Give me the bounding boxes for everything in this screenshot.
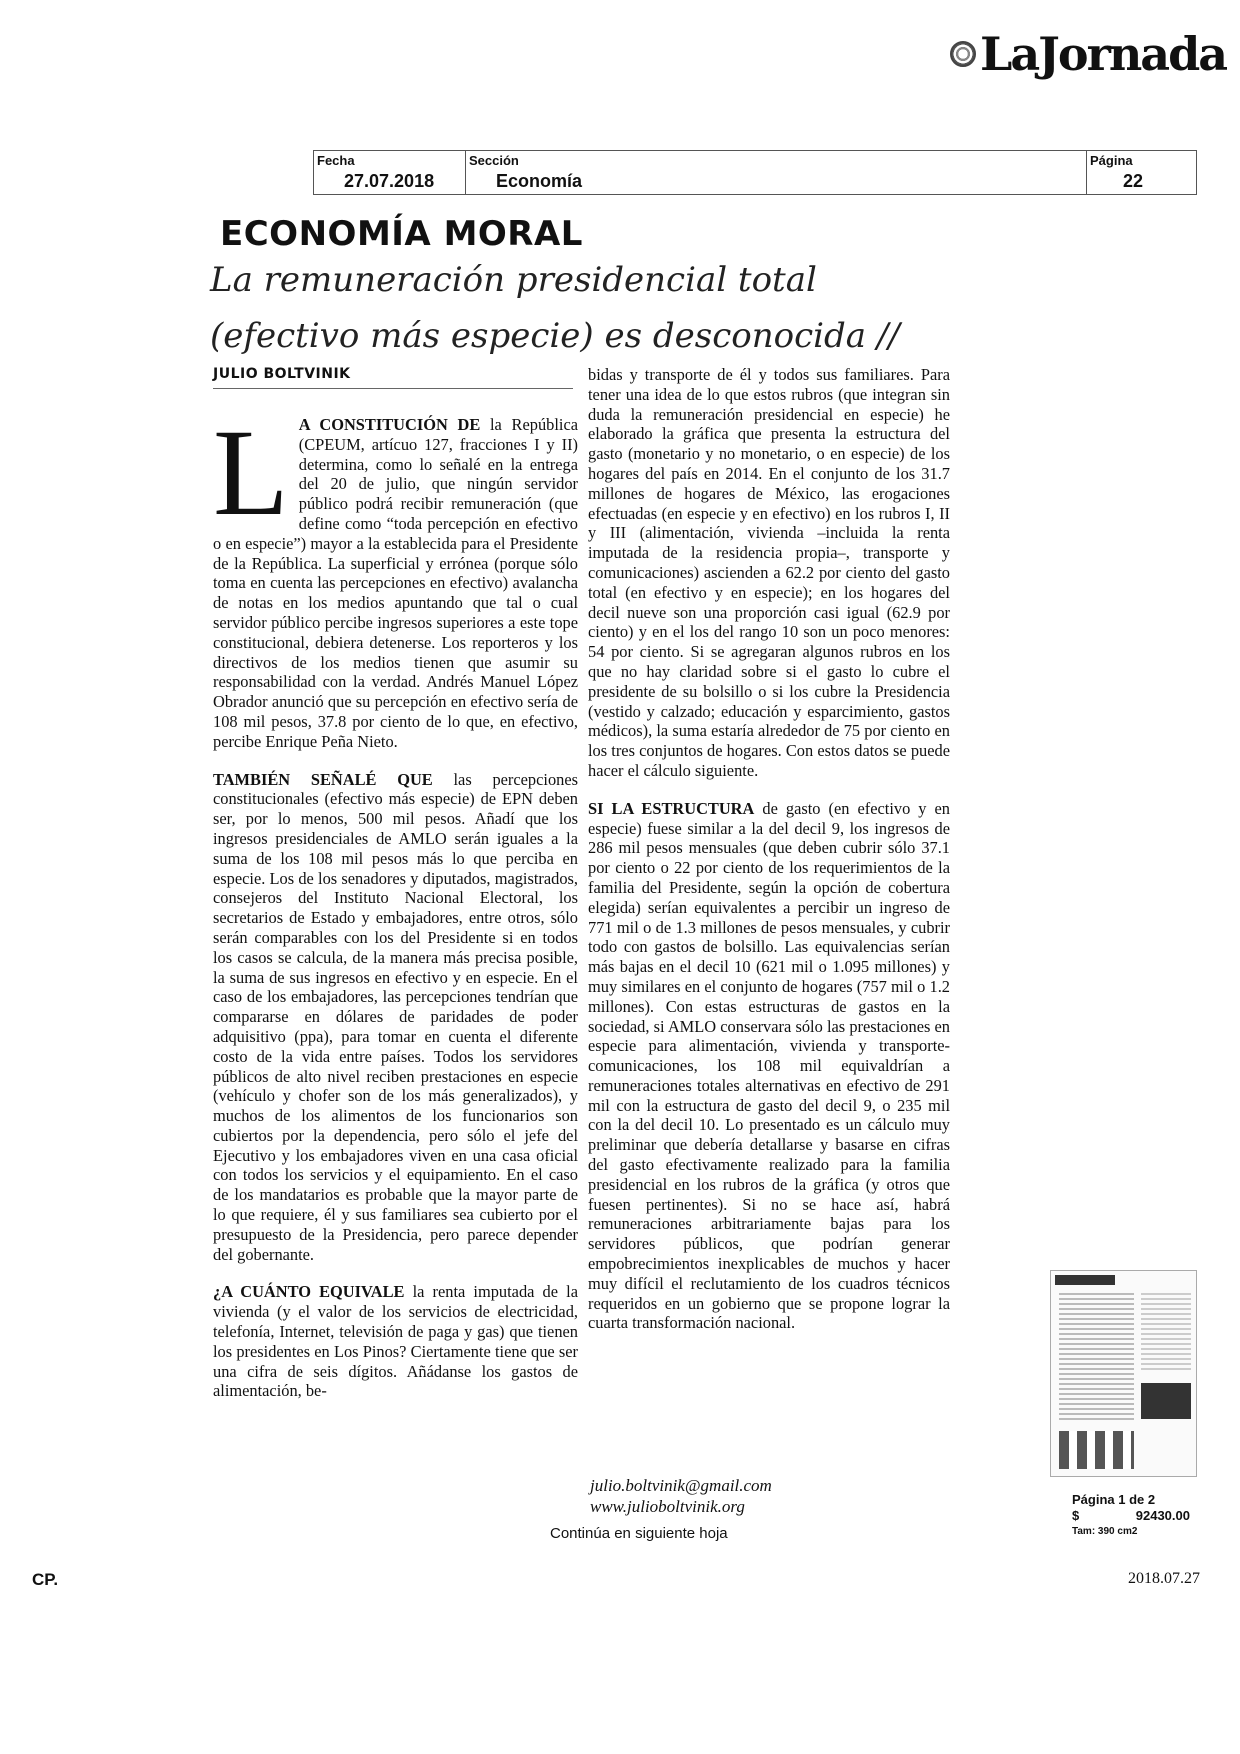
section-kicker: ECONOMÍA MORAL xyxy=(220,214,583,254)
continues-note: Continúa en siguiente hoja xyxy=(550,1525,728,1542)
fecha-cell xyxy=(314,151,466,194)
pagina-cell xyxy=(1087,151,1196,194)
date-stamp: 2018.07.27 xyxy=(1128,1570,1200,1587)
newspaper-logo xyxy=(950,26,1226,82)
paragraph-text: la República (CPEUM, artícuo 127, fracciones I y II) determina, como lo señalé en la entrega del 20 de julio, que ningún servidor público podrá recibir remuneración (que define como “toda percepción en efectivo o en especie”) mayor a la establecida para el Presidente de la República. La superficial y errónea (porque sólo toma en cuenta las percepciones en efectivo) avalancha de notas en los medios apuntando que tal o cual servidor público percibe ingresos superiores a este tope constitucional, debiera detenerse. Los reporteros y los directivos de los medios tienen que asumir su responsabilidad con la verdad. Andrés Manuel López Obrador anunció que su percepción en efectivo sería de 108 mil pesos, 37.8 por ciento de lo que, en efectivo, percibe Enrique Peña Nieto. xyxy=(213,415,578,751)
paragraph-text: las percepciones constitucionales (efectivo más especie) de EPN deben ser, por lo menos, 500 mil pesos. Añadí que los ingresos presidenciales de AMLO serán iguales a la suma de los 108 mil pesos más lo que perciba en especie. Los de los senadores y diputados, magistrados, consejeros del Instituto Nacional Electoral, los secretarios de Estado y embajadores, entre otros, sólo serán comparables con los del Presidente si en todos los casos se calcula, de la manera más precisa posible, la suma de sus ingresos en efectivo y en especie. En el caso de los embajadores, las percepciones tendrían que compararse en dólares de paridades de poder adquisitivo (ppa), para tomar en cuenta el diferente costo de la vida entre países. Todos los servidores públicos de alto nivel reciben prestaciones en especie (vehículo y chofer son de los más generalizados), y muchos de los alimentos de los funcionarios son cubiertos por la dependencia, pero sólo el jefe del Ejecutivo y los embajadores viven en una casa oficial con todos los servicios y el equipamiento. En el caso de los mandatarios es probable que la mayor parte de lo que requiere, él y sus familiares sea cubierto por el presupuesto de la Presidencia, pero parece depender del gobernante. xyxy=(213,769,579,1264)
drop-cap: L xyxy=(213,404,289,541)
author-email[interactable]: julio.boltvinik@gmail.com xyxy=(590,1476,772,1495)
article-column-1 xyxy=(213,404,579,1419)
thumbnail-side-text xyxy=(1141,1293,1191,1373)
price-row xyxy=(1072,1508,1190,1524)
pagina-value: 22 xyxy=(1123,171,1144,191)
pagina-label: Página xyxy=(1090,153,1133,168)
paragraph xyxy=(213,1282,578,1401)
paragraph xyxy=(213,770,578,1265)
page-count: Página 1 de 2 xyxy=(1072,1492,1156,1507)
paragraph-lead: A CONSTITUCIÓN DE xyxy=(298,415,481,434)
seccion-cell xyxy=(466,151,1087,194)
paragraph-lead: ¿A CUÁNTO EQUIVALE xyxy=(213,1282,405,1302)
fecha-value: 27.07.2018 xyxy=(344,171,435,191)
seccion-label: Sección xyxy=(469,153,519,168)
paragraph-text: de gasto (en efectivo y en especie) fuese similar a la del decil 9, los ingresos de 286 mil pesos mensuales (que deben cubrir sólo 37.1 por ciento o 22 por ciento de los requerimientos de la familia del Presidente, según la opción de cobertura elegida) serían equivalentes a percibir un ingreso de 771 mil o de 1.3 millones de pesos mensuales, y cubrir todo con gastos de bolsillo. Las equivalencias serían más bajas en el decil 10 (621 mil o 1.095 millones) y muy similares en el conjunto de hogares (757 mil o 1.2 millones). Con estas estructuras de gastos en la sociedad, si AMLO conservara sólo las prestaciones en especie para alimentación, vivienda y transporte-comunicaciones, los 108 mil equivaldrían a remuneraciones totales alternativas en efectivo de 291 mil con la estructura de gasto del decil 9, o 235 mil con la del decil 10. Lo presentado es un cálculo muy preliminar que debería detallarse y basarse en cifras del gasto efectivamente realizado para la familia presidencial en los rubros de la gráfica (y otros que fuesen pertinentes). Si no se hace así, habrá remuneraciones arbitrariamente bajas para los servidores públicos, que podrían generar empobrecimientos inexplicables de muchos y hacer muy difícil el reclutamiento de los cuadros técnicos requeridos en un gobierno que se propone lograr la cuarta transformación nacional. xyxy=(588,798,950,1333)
paragraph xyxy=(588,799,950,1334)
author-website[interactable]: www.julioboltvinik.org xyxy=(590,1497,745,1516)
size-value: Tam: 390 cm2 xyxy=(1072,1526,1138,1537)
paragraph xyxy=(213,404,578,752)
cp-mark: CP. xyxy=(32,1570,59,1589)
article-author: JULIO BOLTVINIK xyxy=(213,366,351,382)
paragraph-text: la renta imputada de la vivienda (y el valor de los servicios de electricidad, telefonía, Internet, televisión de paga y gas) que tienen los presidentes en Los Pinos? Ciertamente tiene que ser una cifra de seis dígitos. Añádanse los gastos de alimentación, be- xyxy=(213,1282,578,1401)
paragraph-text: bidas y transporte de él y todos sus familiares. Para tener una idea de lo que estos rubros (que integran sin duda la remuneración presidencial en especie) he elaborado la gráfica que presenta la estructura del gasto (monetario y no monetario, o en especie) de los hogares del país en 2014. En el conjunto de los 31.7 millones de hogares de México, las erogaciones efectuadas (en especie y en efectivo) en los rubros I, II y III (alimentación, vivienda –incluida la renta imputada de la residencia propia–, transporte y comunicaciones) ascienden a 62.2 por ciento del gasto total (en efectivo y en especie); en los hogares del decil nueve son una proporción casi igual (62.9 por ciento) y en el los del rango 10 son un poco menores: 54 por ciento. Si se agregaran algunos rubros en los que no hay claridad sobre si el gasto lo cubre el presidente de su bolsillo o si los cubre la Presidencia (vestido y calzado; educación y esparcimiento, gastos médicos), la suma estaría alrededor de 75 por ciento en los tres conjuntos de hogares. Con estos datos se puede hacer el cálculo siguiente. xyxy=(588,365,950,780)
page-thumbnail xyxy=(1050,1270,1197,1477)
price-symbol: $ xyxy=(1072,1508,1080,1523)
page-meta xyxy=(1072,1492,1190,1540)
author-rule xyxy=(213,388,573,389)
thumbnail-image xyxy=(1141,1383,1191,1419)
clipping-info-box xyxy=(313,150,1197,195)
paragraph-lead: SI LA ESTRUCTURA xyxy=(588,798,755,818)
thumbnail-text xyxy=(1059,1293,1134,1423)
logo-text: LaJornada xyxy=(980,27,1227,81)
fecha-label: Fecha xyxy=(317,153,355,168)
paragraph xyxy=(588,365,950,781)
article-headline: La remuneración presidencial total (efectivo más especie) es desconocida // xyxy=(210,260,900,356)
thumbnail-chart xyxy=(1059,1431,1134,1469)
price-value: 92430.00 xyxy=(1135,1508,1190,1523)
logo-seal-icon xyxy=(950,41,976,67)
article-column-2 xyxy=(588,365,950,1351)
thumbnail-header xyxy=(1055,1275,1115,1285)
author-contact xyxy=(590,1475,772,1517)
paragraph-lead: TAMBIÉN SEÑALÉ QUE xyxy=(213,769,433,789)
seccion-value: Economía xyxy=(496,171,583,191)
